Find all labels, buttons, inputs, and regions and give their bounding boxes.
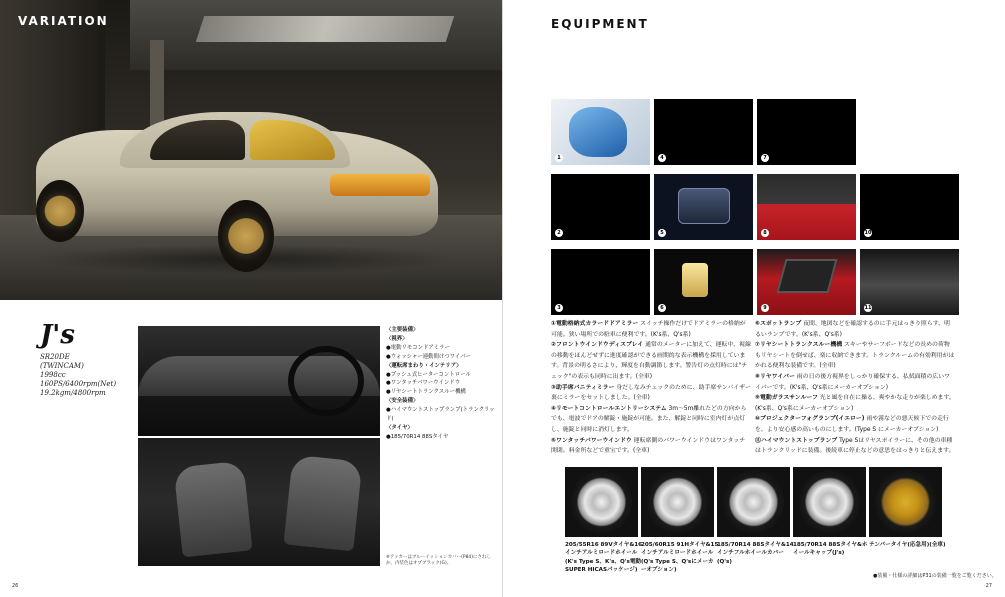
spec-line: 1998cc (40, 371, 66, 379)
engine-specs (40, 353, 116, 398)
car-rear-wheel (218, 200, 274, 272)
car-front-wheel (36, 180, 84, 242)
spec-line: 160PS/6400rpm(Net) (40, 380, 117, 388)
thumb-number: 5 (658, 229, 666, 237)
section-title-equipment: EQUIPMENT (551, 17, 649, 31)
thumb-spot-lamp (654, 99, 753, 165)
equipment-descriptions-left (551, 319, 751, 457)
equipment-heading: 〈主要装備〉 (386, 327, 419, 333)
desc-item: ①電動格納式カラードドアミラー スイッチ操作だけでドアミラーの格納が可能。狭い場所での駐車に便利です。(K's系、Q's系) (551, 321, 746, 338)
thumb-number: 2 (555, 229, 563, 237)
spare-tire-icon (875, 470, 936, 534)
equipment-item: ●185/70R14 88Sタイヤ (386, 433, 449, 440)
grade-name: J's (40, 320, 75, 350)
caption-note: ※アッカーはブルーイッションカバー(P84)にされしか、内装色はオプブラック(G)。 (386, 555, 492, 566)
thumb-number: 4 (658, 154, 666, 162)
wheel-photo (565, 467, 638, 537)
desc-item: ⑧リヤワイパー 雨の日の後方視界をしっかり確保する、払拭面積の広いワイパーです。(K's系、Q's系にメーカーオプション) (755, 373, 950, 391)
steering-wheel (288, 346, 364, 416)
thumb-number: 11 (864, 305, 872, 311)
equipment-item: ●電動リモコンドアミラー (386, 344, 450, 351)
desc-item: ⑨電動ガラスサンルーフ 光と風を自在に操る、爽やかな走りが楽しめます。(K's系、Q's系にメーカーオプション) (755, 395, 955, 412)
thumb-number: 9 (761, 304, 769, 312)
equipment-item: ●ハイマウントストップランプ(トランクリッド) (386, 407, 495, 423)
dashboard-photo (138, 326, 380, 436)
page-number: 27 (985, 583, 992, 589)
thumb-number: 8 (761, 229, 769, 237)
wheel-cap-icon (799, 470, 860, 534)
thumb-number: 3 (555, 304, 563, 312)
section-title-variation: VARIATION (18, 14, 109, 28)
equipment-item: ●ウォッシャー連動間けつワイパー (386, 353, 471, 360)
equipment-heading: 〈タイヤ〉 (386, 424, 413, 431)
seats-photo (138, 438, 380, 566)
wheel-photo (717, 467, 790, 537)
wheel-caption: 205/55R16 89Vタイヤ&16インチアルミロードホイール(K's Type S、K's、Q's電動SUPER HICASパッケージ) (565, 542, 642, 573)
thumb-number: 7 (761, 154, 769, 162)
thumb-fog-lamp (860, 174, 959, 240)
thumb-door-mirror (551, 99, 650, 165)
thumb-window-display (551, 174, 650, 240)
equipment-item: ●プッシュ式ヒーターコントロール (386, 371, 471, 378)
wheel-caption: テンパータイヤ(応急用)(全車) (869, 542, 946, 548)
thumb-rear-wiper (757, 174, 856, 240)
page-number: 26 (12, 583, 19, 589)
equipment-item: ●リヤシートトランクスルー機構 (386, 389, 466, 396)
hero-car-photo (0, 0, 502, 300)
right-page (502, 0, 1005, 597)
footnote: ●装備・仕様の詳細はP31の装備一覧をご覧ください。 (873, 573, 997, 579)
alloy-wheel-icon (647, 470, 708, 534)
thumb-high-mount-lamp (757, 99, 856, 165)
wheel-photo (869, 467, 942, 537)
desc-item: ④リモートコントロールエントリーシステム 3m〜5m離れたどの方向からでも、電波でドアの解錠・施錠が可能。また、解錠と同時に室内灯が点灯し、施錠と同時に消灯します。 (551, 405, 747, 433)
thumb-number: 10 (864, 230, 872, 236)
thumb-vanity-mirror (551, 249, 650, 315)
thumb-number: 6 (658, 304, 666, 312)
desc-item: ⑩プロジェクターフォグランプ(イエロー) 雨や霧などの悪天候下での走行を、より安心感の高いものにします。(Type S にメーカーオプション) (755, 416, 949, 433)
desc-item: ②フロントウインドウディスプレイ 通常のメーターに加えて、運転中、視線の移動をほんどせずに進度確認ができる画期的な表示機構を採用しています。背景の明るさにより、輝度を自動調節します。警告灯の点灯時には"チェック"の表示も同時に出ます。(全車) (551, 342, 751, 380)
desc-item: ⑥スポットランプ 夜間、地図などを確認するのに手元はっきり照らす、明るいランプです。(K's系、Q's系) (755, 321, 950, 338)
thumb-room-lamp (654, 249, 753, 315)
equipment-item: ●ワンタッチパワーウインドウ (386, 380, 461, 387)
spec-line: SR20DE (40, 353, 70, 361)
wheel-caption: 185/70R14 88Sタイヤ&ホイールキャップ(J's) (793, 542, 868, 557)
desc-item: ③助手席バニティミラー 身だしなみチェックのために、助手席サンバイザー裏にミラーをセットしました。(全車) (551, 384, 751, 402)
car-taillight (330, 174, 430, 196)
spec-line: (TWINCAM) (40, 362, 84, 370)
alloy-wheel-icon (571, 470, 632, 534)
desc-item: ⑤ワンタッチパワーウインドウ 運転席側のパワーウインドウはワンタッチ開閉。料金所などで重宝です。(全車) (551, 437, 746, 455)
equipment-list (386, 326, 496, 442)
wheel-caption: 205/60R15 91Hタイヤ&15インチアルミロードホイール(Q's Type S、Q'sにメーカーオプション) (641, 542, 719, 573)
thumb-rear-spoiler (860, 249, 959, 315)
wheel-cover-icon (723, 470, 784, 534)
equipment-heading: 〈視界〉 (386, 335, 408, 342)
equipment-heading: 〈安全装備〉 (386, 398, 419, 405)
thumb-sunroof (757, 249, 856, 315)
left-page (0, 0, 502, 597)
thumb-power-window-switch (654, 174, 753, 240)
wheel-caption: 185/70R14 88Sタイヤ&14インチフルホイールカバー(Q's) (717, 542, 794, 565)
thumb-number: 1 (555, 154, 563, 162)
desc-item: ⑦リヤシートトランクスルー機構 スキーやサーフボードなどの長めの荷物もリヤシートを倒せば、楽に収納できます。トランクルームの有効利用がはかれる便利な装備です。(全車) (755, 342, 955, 370)
equipment-descriptions-right (755, 319, 955, 457)
spec-line: 19.2kgm/4800rpm (40, 389, 106, 397)
equipment-heading: 〈運転席まわり・インテリア〉 (386, 362, 462, 369)
desc-item: ⑪ハイマウントストップランプ Type Sはリヤスポイラーに、その他の車種はトランクリッドに装備。後続車に停止などの意思をはっきりと伝えます。 (755, 437, 955, 455)
wheel-photo (793, 467, 866, 537)
wheel-photo (641, 467, 714, 537)
